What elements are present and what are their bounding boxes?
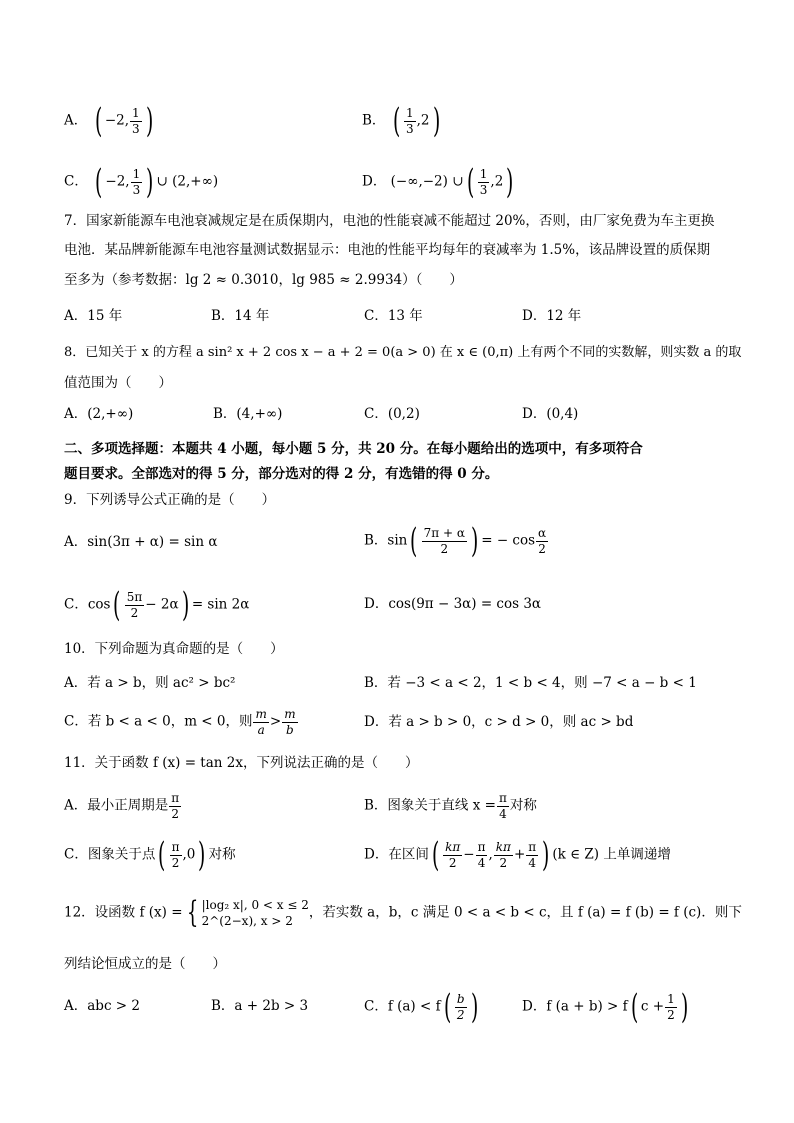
q10-option-d[interactable]: D．若 a > b > 0，c > d > 0，则 ac > bd [364, 714, 634, 730]
q7-stem-line2: 电池．某品牌新能源车电池容量测试数据显示：电池的性能平均每年的衰减率为 1.5%，该品牌设置的质保期 [64, 242, 711, 258]
q10-option-a[interactable]: A．若 a > b，则 ac² > bc² [64, 675, 236, 691]
q8-option-d[interactable]: D．(0,4) [522, 406, 579, 422]
q9-option-d[interactable]: D．cos(9π − 3α) = cos 3α [364, 596, 542, 612]
q6-option-c[interactable]: C． ( −2, $\frac{1}{3}$ ) ∪ (2,+∞) [64, 162, 219, 202]
q8-stem-line2: 值范围为（ ） [64, 375, 172, 391]
q11-option-a[interactable]: A．最小正周期是 $\frac{\pi}{2}$ [64, 791, 180, 821]
q8-option-a[interactable]: A．(2,+∞) [64, 406, 134, 422]
q9-option-c[interactable]: C．cos( $\frac{5\pi}{2}$ − 2α) = sin 2α [64, 585, 250, 625]
q11-option-b[interactable]: B．图象关于直线 x = $\frac{\pi}{4}$ 对称 [364, 791, 537, 821]
q12-option-a[interactable]: A．abc > 2 [64, 998, 140, 1014]
q8-option-b[interactable]: B．(4,+∞) [213, 406, 283, 422]
q7-stem-line3: 至多为（参考数据：lg 2 ≈ 0.3010，lg 985 ≈ 2.9934）（ ） [64, 272, 463, 288]
q9-stem: 9．下列诱导公式正确的是（ ） [64, 492, 276, 508]
q11-stem: 11．关于函数 f (x) = tan 2x，下列说法正确的是（ ） [64, 755, 419, 771]
q7-option-c[interactable]: C．13 年 [364, 308, 423, 324]
q8-option-c[interactable]: C．(0,2) [364, 406, 420, 422]
q9-option-a[interactable]: A．sin(3π + α) = sin α [64, 534, 218, 550]
q12-stem-line2: 列结论恒成立的是（ ） [64, 956, 226, 972]
q7-option-b[interactable]: B．14 年 [211, 308, 270, 324]
q12-option-c[interactable]: C．f (a) < f( $\frac{b}{2}$ ) [364, 987, 478, 1027]
q9-option-b[interactable]: B．sin( $\frac{7\pi + \alpha}{2}$ ) = − cos $\frac{\alpha}{2}$ [364, 521, 547, 561]
q11-option-d[interactable]: D．在区间( $\frac{k\pi}{2}$ − $\frac{\pi}{4}$ , $\frac{k\pi}{2}$ + $\frac{\pi}{4}$ ) (k ∈ Z) 上单调递增 [364, 835, 671, 875]
q12-option-d[interactable]: D．f (a + b) > f( c + $\frac{1}{2}$ ) [522, 987, 688, 1027]
q10-option-c[interactable]: C．若 b < a < 0，m < 0，则 $\frac{m}{a}$ > $\frac{m}{b}$ [64, 707, 296, 737]
section-heading-line2: 题目要求。全部选对的得 5 分，部分选对的得 2 分，有选错的得 0 分。 [64, 466, 499, 482]
q12-case2: 2^(2−x), x > 2 [201, 914, 293, 929]
q6-option-d[interactable]: D． (−∞,−2) ∪( $\frac{1}{3}$ ,2) [362, 162, 514, 202]
q12-case1: |log₂ x|, 0 < x ≤ 2 [201, 898, 309, 912]
q7-option-d[interactable]: D．12 年 [522, 308, 582, 324]
q8-stem-line1: 8．已知关于 x 的方程 a sin² x + 2 cos x − a + 2 = 0(a > 0) 在 x ∈ (0,π) 上有两个不同的实数解，则实数 a 的取 [64, 345, 742, 360]
q10-option-b[interactable]: B．若 −3 < a < 2，1 < b < 4，则 −7 < a − b < 1 [364, 675, 697, 691]
q6-option-a[interactable]: A． ( −2, $\frac{1}{3}$ ) [64, 101, 153, 141]
q12-option-b[interactable]: B．a + 2b > 3 [211, 998, 309, 1014]
q12-stem-line1: 12．设函数 f (x) = { |log₂ x|, 0 < x ≤ 2 2^(2−x), x > 2 ，若实数 a，b，c 满足 0 < a < b < c，且 f (a) = f (b) = f (c)．则下 [64, 895, 742, 931]
section-heading-line1: 二、多项选择题：本题共 4 小题，每小题 5 分，共 20 分。在每小题给出的选项中，有多项符合 [64, 441, 643, 457]
q7-stem-line1: 7．国家新能源车电池衰减规定是在质保期内，电池的性能衰减不能超过 20%，否则，由厂家免费为车主更换 [64, 213, 715, 229]
q10-stem: 10．下列命题为真命题的是（ ） [64, 641, 284, 657]
q7-option-a[interactable]: A．15 年 [64, 308, 123, 324]
q6-option-b[interactable]: B． ( $\frac{1}{3}$ ,2) [362, 101, 440, 141]
q11-option-c[interactable]: C．图象关于点( $\frac{\pi}{2}$ ,0) 对称 [64, 835, 236, 875]
